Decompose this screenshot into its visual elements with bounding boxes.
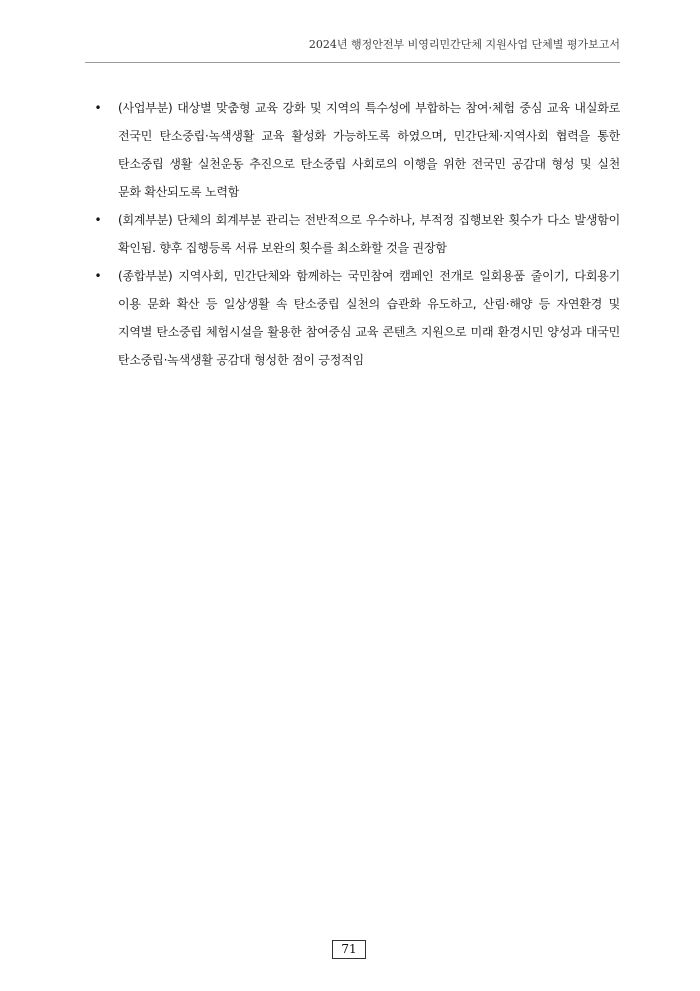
bullet-marker: •: [94, 269, 102, 283]
bullet-overall-part: [92, 262, 620, 374]
page-number: 71: [332, 940, 366, 959]
summary-bullet-list: [92, 94, 620, 374]
bullet-text: (사업부분) 대상별 맞춤형 교육 강화 및 지역의 특수성에 부합하는 참여·체험 중심 교육 내실화로 전국민 탄소중립·녹색생활 교육 활성화 가능하도록 하였으며, 민간단체·지역사회 협력을 통한 탄소중립 생활 실천운동 추진으로 탄소중립 사회로의 이행을 위한 전국민 공감대 형성 및 실천 문화 확산되도록 노력함: [118, 101, 620, 199]
bullet-text: (종합부분) 지역사회, 민간단체와 함께하는 국민참여 캠페인 전개로 일회용품 줄이기, 다회용기 이용 문화 확산 등 일상생활 속 탄소중립 실천의 습관화 유도하고, 산림·해양 등 자연환경 및 지역별 탄소중립 체험시설을 활용한 참여중심 교육 콘텐츠 지원으로 미래 환경시민 양성과 대국민 탄소중립·녹색생활 공감대 형성한 점이 긍정적임: [118, 269, 620, 367]
evaluation-summary: [92, 94, 620, 374]
bullet-marker: •: [94, 101, 102, 115]
bullet-marker: •: [94, 213, 102, 227]
bullet-accounting-part: [92, 206, 620, 262]
bullet-business-part: [92, 94, 620, 206]
bullet-text: (회계부분) 단체의 회계부분 관리는 전반적으로 우수하나, 부적정 집행보완 횟수가 다소 발생함이 확인됨. 향후 집행등록 서류 보완의 횟수를 최소화할 것을 권장함: [118, 213, 620, 255]
header-divider: [85, 62, 620, 63]
running-header: 2024년 행정안전부 비영리민간단체 지원사업 단체별 평가보고서: [308, 38, 620, 51]
